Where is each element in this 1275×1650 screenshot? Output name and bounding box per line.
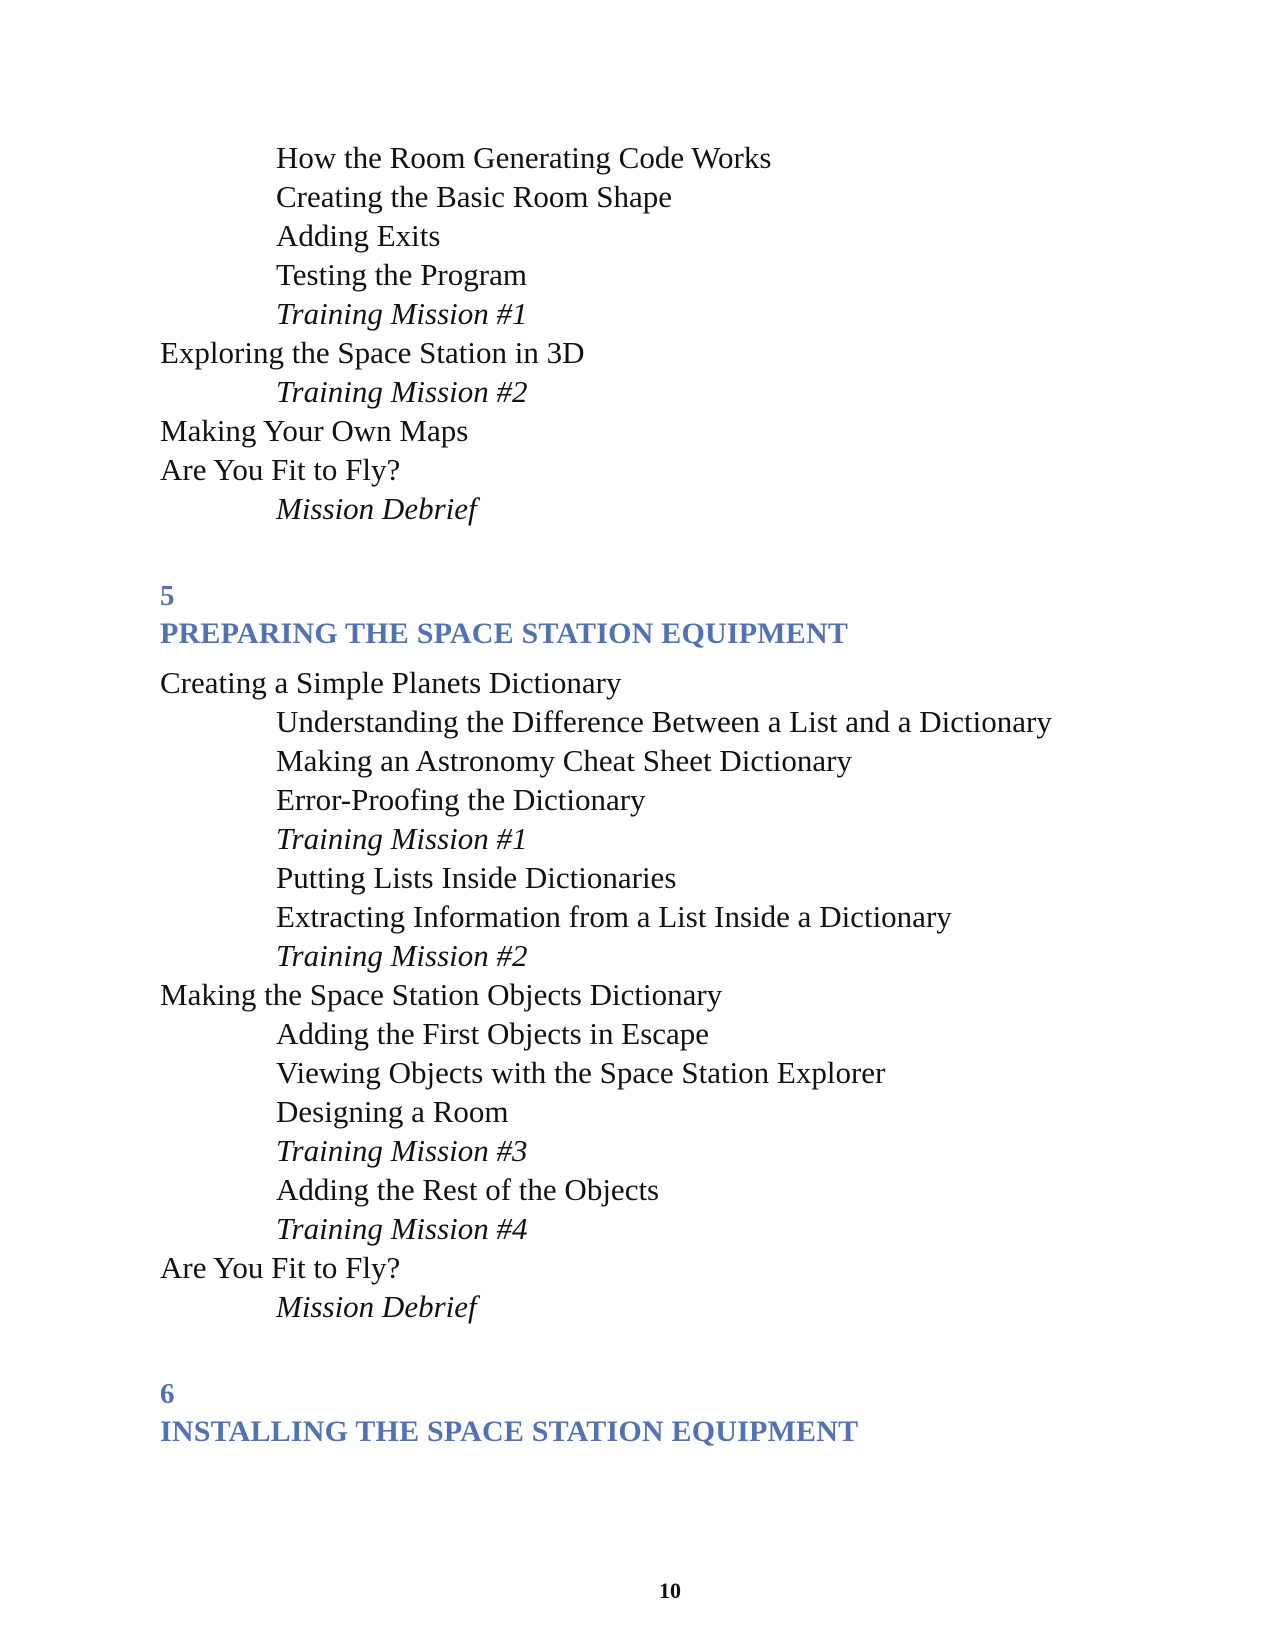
- chapter-title: PREPARING THE SPACE STATION EQUIPMENT: [160, 617, 849, 650]
- toc-entry: Adding the Rest of the Objects: [276, 1172, 660, 1207]
- toc-entry-training-mission: Training Mission #2: [276, 374, 528, 409]
- chapter-title: INSTALLING THE SPACE STATION EQUIPMENT: [160, 1415, 859, 1448]
- toc-entry-mission-debrief: Mission Debrief: [276, 491, 477, 526]
- toc-entry-training-mission: Training Mission #3: [276, 1133, 528, 1168]
- toc-entry-training-mission: Training Mission #4: [276, 1211, 528, 1246]
- toc-section: Exploring the Space Station in 3D: [160, 335, 585, 370]
- toc-entry: Understanding the Difference Between a List and a Dictionary: [276, 704, 1052, 739]
- chapter-number: 6: [160, 1378, 175, 1410]
- toc-entry-training-mission: Training Mission #1: [276, 296, 528, 331]
- toc-entry-mission-debrief: Mission Debrief: [276, 1289, 477, 1324]
- toc-entry: Putting Lists Inside Dictionaries: [276, 860, 677, 895]
- chapter-number: 5: [160, 580, 175, 612]
- toc-entry-training-mission: Training Mission #1: [276, 821, 528, 856]
- toc-entry: Creating the Basic Room Shape: [276, 179, 673, 214]
- toc-section: Making the Space Station Objects Dictionary: [160, 977, 723, 1012]
- toc-entry: How the Room Generating Code Works: [276, 140, 772, 175]
- toc-section: Creating a Simple Planets Dictionary: [160, 665, 622, 700]
- toc-entry: Extracting Information from a List Inside a Dictionary: [276, 899, 952, 934]
- toc-entry: Testing the Program: [276, 257, 527, 292]
- toc-entry: Adding the First Objects in Escape: [276, 1016, 710, 1051]
- toc-entry-training-mission: Training Mission #2: [276, 938, 528, 973]
- toc-entry: Viewing Objects with the Space Station Explorer: [276, 1055, 886, 1090]
- toc-section: Are You Fit to Fly?: [160, 452, 401, 487]
- toc-entry: Making an Astronomy Cheat Sheet Dictionary: [276, 743, 852, 778]
- toc-entry: Adding Exits: [276, 218, 441, 253]
- toc-section: Making Your Own Maps: [160, 413, 469, 448]
- page-number: 10: [659, 1578, 681, 1603]
- toc-entry: Error-Proofing the Dictionary: [276, 782, 646, 817]
- toc-entry: Designing a Room: [276, 1094, 509, 1129]
- toc-section: Are You Fit to Fly?: [160, 1250, 401, 1285]
